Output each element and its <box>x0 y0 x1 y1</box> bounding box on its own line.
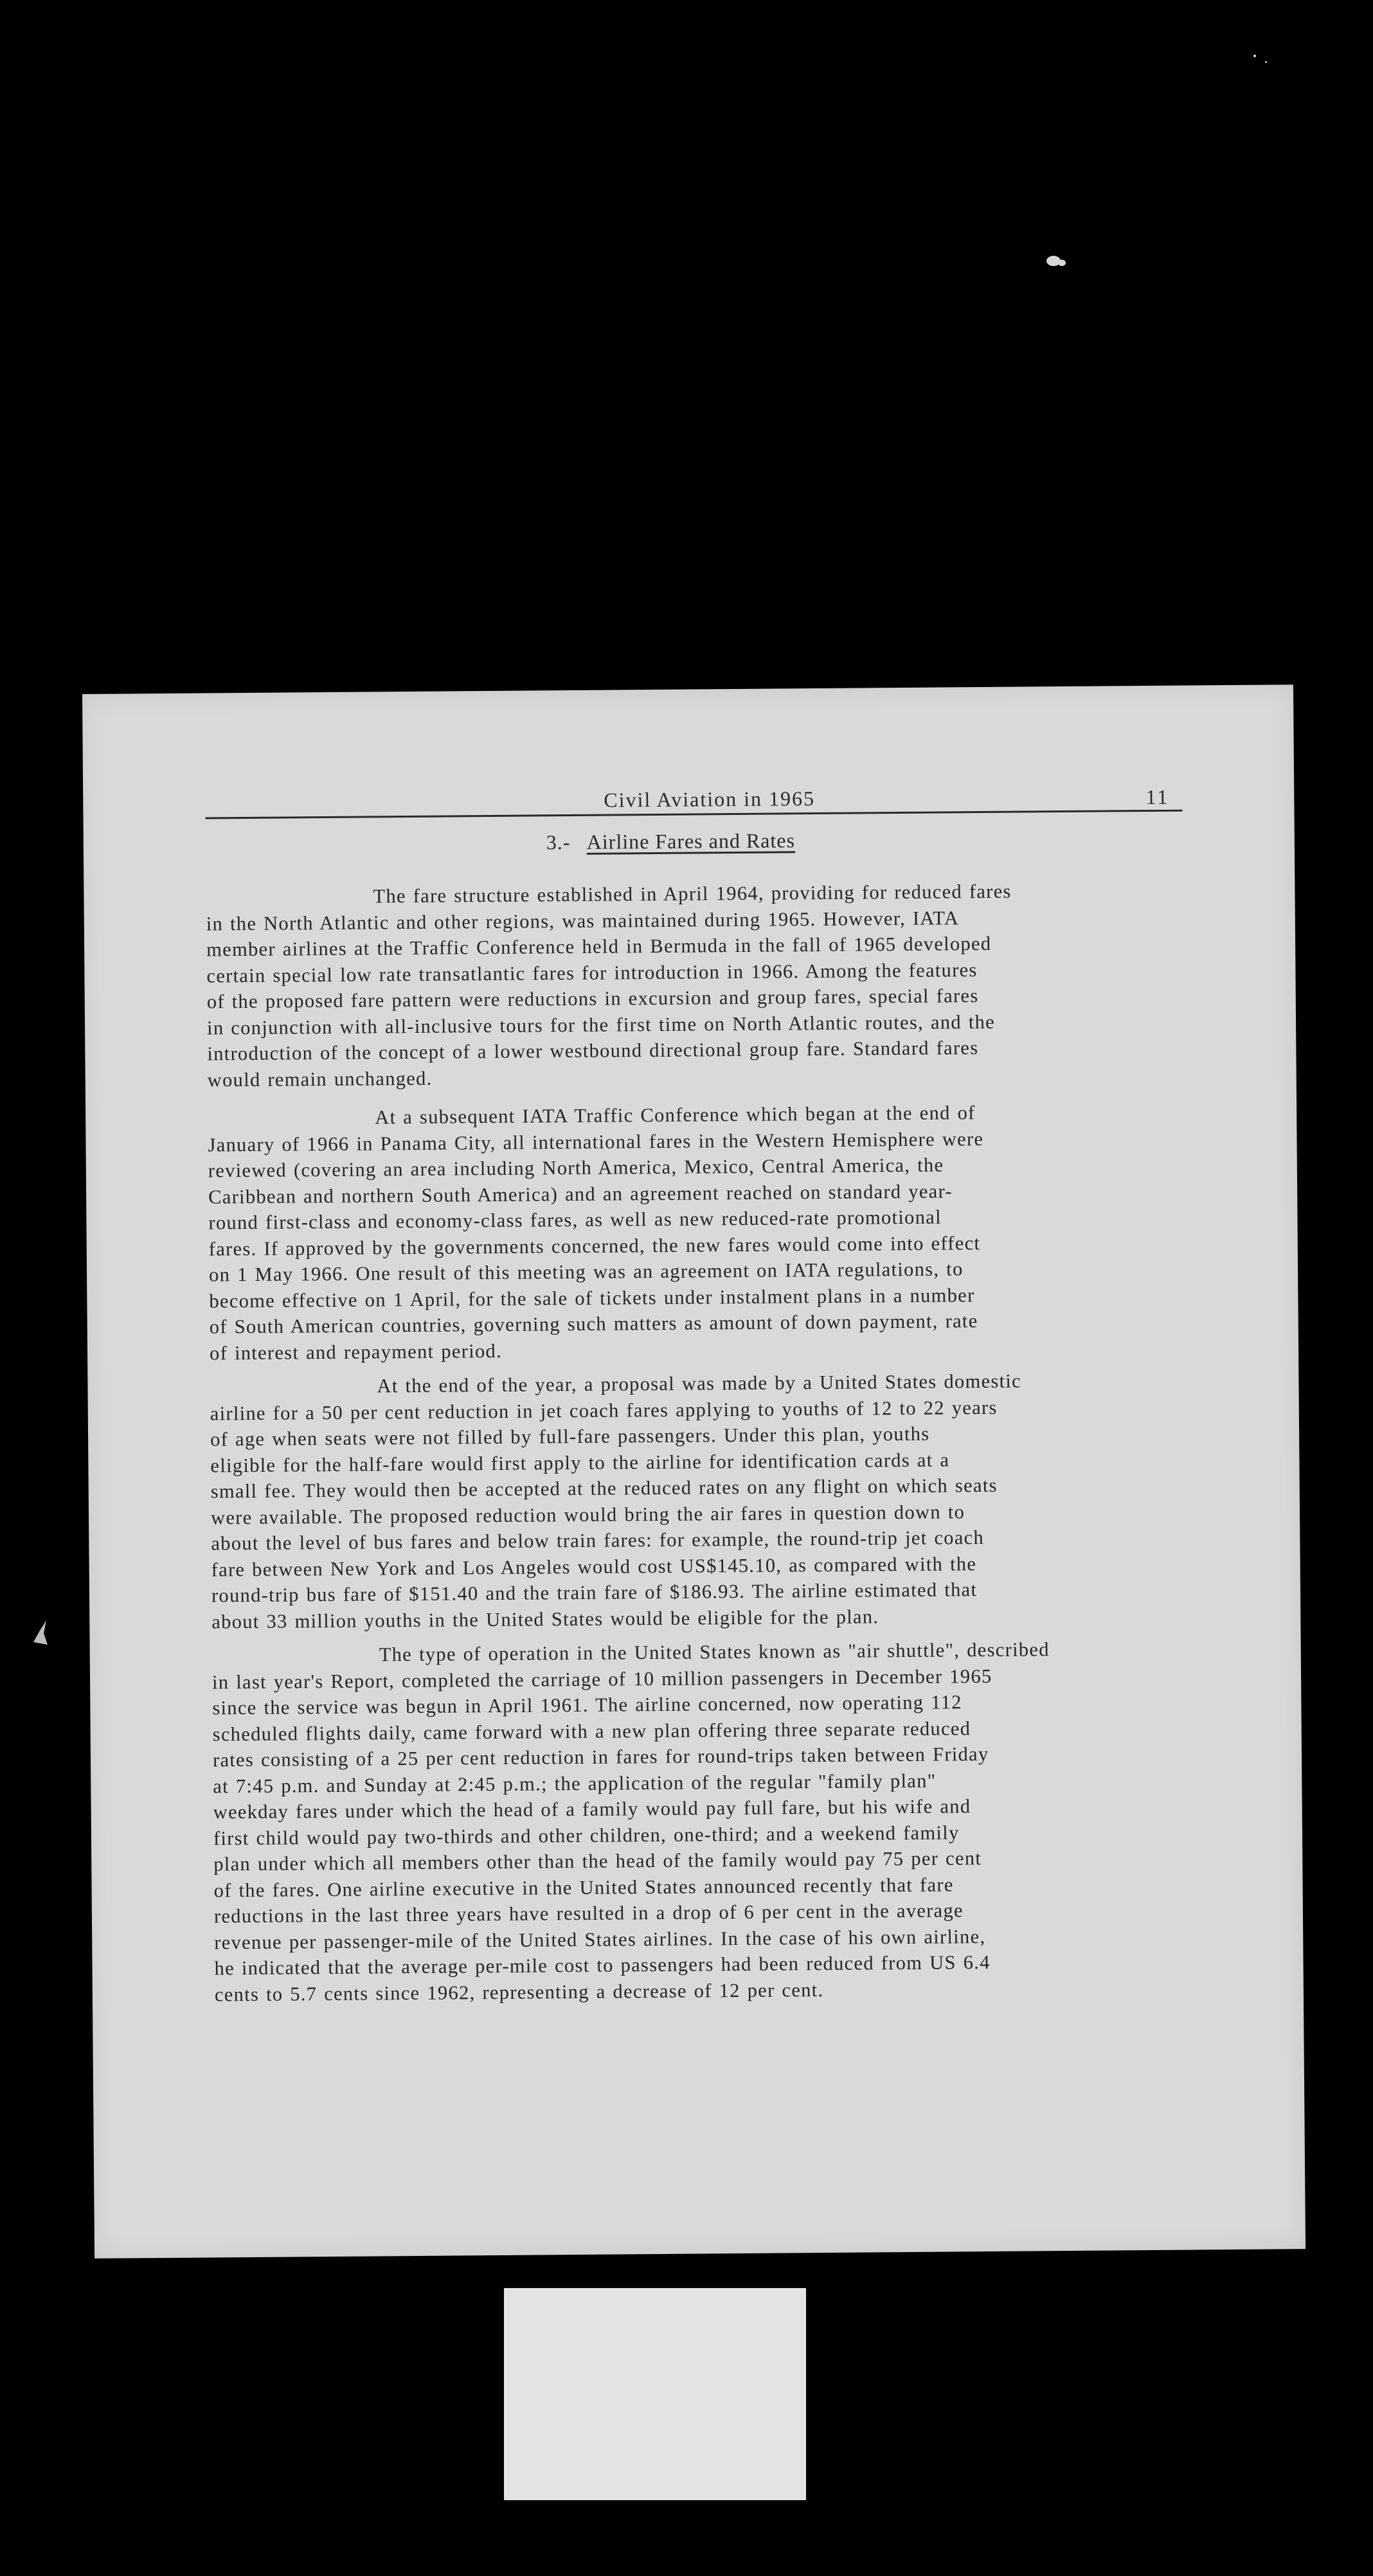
text-line: first child would pay two-thirds and other children, one-third; and a weekend family <box>213 1821 960 1849</box>
page-number: 11 <box>1145 785 1170 809</box>
background-speck <box>1265 61 1267 63</box>
text-line: cents to 5.7 cents since 1962, representing a decrease of 12 per cent. <box>214 1978 824 2005</box>
text-line: scheduled flights daily, came forward with a new plan offering three separate reduced <box>212 1717 971 1745</box>
text-line: fare between New York and Los Angeles would cost US$145.10, as compared with the <box>211 1552 977 1580</box>
text-line: of the proposed fare pattern were reductions in excursion and group fares, special fares <box>206 985 979 1013</box>
text-line: certain special low rate transatlantic fares for introduction in 1966. Among the features <box>206 958 978 987</box>
paragraph-youth-fares <box>210 1366 1192 1634</box>
text-line: airline for a 50 per cent reduction in jet coach fares applying to youths of 12 to 22 years <box>210 1396 998 1424</box>
section-title: Airline Fares and Rates <box>586 828 796 854</box>
text-line: since the service was begun in April 1961. The airline concerned, now operating 112 <box>212 1691 962 1719</box>
text-line: round first-class and economy-class fares, as well as new reduced-rate promotional <box>208 1206 942 1234</box>
text-line: Caribbean and northern South America) and an agreement reached on standard year- <box>208 1179 953 1208</box>
background-speck <box>1253 55 1256 57</box>
text-line: in conjunction with all-inclusive tours for the first time on North Atlantic routes, and the <box>206 1010 996 1039</box>
text-line: would remain unchanged. <box>207 1067 433 1091</box>
text-line: The fare structure established in April 1964, providing for reduced fares <box>373 880 1012 908</box>
text-line: fares. If approved by the governments concerned, the new fares would come into effect <box>208 1231 981 1260</box>
text-line: reviewed (covering an area including North America, Mexico, Central America, the <box>208 1154 944 1182</box>
section-heading <box>546 828 795 854</box>
text-line: reductions in the last three years have resulted in a drop of 6 per cent in the average <box>213 1899 964 1928</box>
text-line: plan under which all members other than the head of the family would pay 75 per cent <box>213 1847 982 1875</box>
paragraph-air-shuttle <box>212 1635 1195 2007</box>
header-title: Civil Aviation in 1965 <box>604 787 816 812</box>
paragraph-iata-conference <box>208 1098 1190 1366</box>
text-line: about the level of bus fares and below train fares: for example, the round-trip jet coach <box>211 1526 985 1555</box>
text-line: round-trip bus fare of $151.40 and the train fare of $186.93. The airline estimated that <box>211 1579 978 1607</box>
document-page <box>82 684 1306 2258</box>
text-line: rates consisting of a 25 per cent reduction in fares for round-trips taken between Friday <box>212 1742 989 1771</box>
text-line: of interest and repayment period. <box>209 1339 503 1364</box>
text-line: introduction of the concept of a lower westbound directional group fare. Standard fares <box>207 1037 979 1065</box>
text-line: in last year's Report, completed the carriage of 10 million passengers in December 1965 <box>211 1665 992 1693</box>
text-line: of age when seats were not filled by full-fare passengers. Under this plan, youths <box>210 1422 930 1451</box>
background-speck <box>1058 260 1066 266</box>
text-line: January of 1966 in Panama City, all international fares in the Western Hemisphere were <box>208 1127 984 1156</box>
text-line: on 1 May 1966. One result of this meeting was an agreement on IATA regulations, to <box>208 1258 964 1286</box>
running-header <box>205 784 1182 819</box>
text-line: The type of operation in the United States known as "air shuttle", described <box>379 1638 1050 1666</box>
text-line: of South American countries, governing such matters as amount of down payment, rate <box>209 1310 978 1338</box>
text-line: of the fares. One airline executive in the United States announced recently that fare <box>213 1873 954 1901</box>
text-line: become effective on 1 April, for the sale of tickets under instalment plans in a number <box>209 1284 975 1312</box>
scan-edge-mark <box>31 1616 50 1649</box>
text-line: At a subsequent IATA Traffic Conference which began at the end of <box>375 1102 976 1129</box>
text-line: member airlines at the Traffic Conference held in Bermuda in the fall of 1965 developed <box>206 932 992 961</box>
text-line: At the end of the year, a proposal was made by a United States domestic <box>377 1370 1022 1397</box>
section-number: 3.- <box>546 830 571 854</box>
text-line: were available. The proposed reduction would bring the air fares in question down to <box>210 1500 965 1528</box>
text-line: revenue per passenger-mile of the United States airlines. In the case of his own airline, <box>214 1925 986 1953</box>
blank-target-card <box>504 2288 806 2500</box>
text-line: small fee. They would then be accepted at the reduced rates on any flight on which seats <box>210 1474 998 1503</box>
text-line: in the North Atlantic and other regions, was maintained during 1965. However, IATA <box>206 906 960 935</box>
text-line: eligible for the half-fare would first apply to the airline for identification cards at a <box>210 1448 950 1476</box>
paragraph-fare-structure <box>206 877 1187 1093</box>
text-line: weekday fares under which the head of a family would pay full fare, but his wife and <box>213 1795 971 1823</box>
text-line: he indicated that the average per-mile cost to passengers had been reduced from US 6.4 <box>214 1951 991 1980</box>
text-line: at 7:45 p.m. and Sunday at 2:45 p.m.; the application of the regular "family plan" <box>213 1769 937 1797</box>
text-line: about 33 million youths in the United States would be eligible for the plan. <box>211 1605 879 1632</box>
